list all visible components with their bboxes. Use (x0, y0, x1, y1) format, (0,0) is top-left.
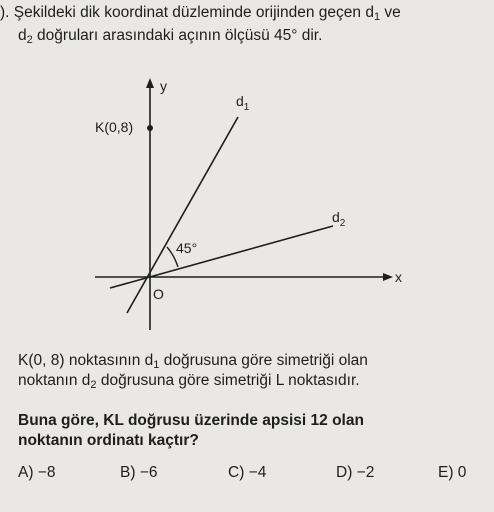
line-d2 (110, 226, 333, 288)
option-d[interactable]: D) −2 (336, 464, 375, 481)
y-axis-label: y (160, 78, 167, 94)
option-c[interactable]: C) −4 (228, 464, 267, 481)
problem-line-1-end: ve (380, 4, 401, 21)
question-line-2: noktanın ordinatı kaçtır? (18, 432, 199, 449)
option-e[interactable]: E) 0 (438, 464, 467, 481)
statement-line-2 (18, 372, 360, 391)
statement-line-2-end: doğrusuna göre simetriği L noktasıdır. (96, 372, 360, 389)
point-k-label: K(0,8) (95, 119, 134, 135)
point-k (147, 125, 153, 131)
line-d1 (127, 117, 238, 313)
statement-line-1 (18, 352, 368, 371)
angle-value: 45° (176, 240, 198, 256)
x-axis-arrow (383, 273, 393, 281)
statement-line-2-subscript: 2 (90, 379, 97, 391)
d2-subscript: 2 (339, 218, 346, 229)
angle-label (176, 240, 197, 256)
option-a[interactable]: A) −8 (18, 464, 56, 481)
problem-line-2-text: doğruları arasındaki açının ölçüsü 45° dir. (32, 27, 323, 44)
statement-line-1-text: K(0, 8) noktasının d (18, 352, 154, 369)
option-b[interactable]: B) −6 (120, 464, 158, 481)
d1-subscript: 1 (243, 102, 250, 113)
d2-label (332, 209, 346, 229)
problem-line-1-text: Şekildeki dik koordinat düzleminde orijinden geçen d (13, 4, 374, 21)
problem-line-2-subscript: 2 (26, 34, 33, 46)
y-axis-arrow (146, 78, 154, 88)
d1-label (236, 93, 250, 113)
x-axis-label: x (395, 269, 402, 285)
problem-line-1-subscript: 1 (373, 11, 381, 23)
d1-letter: d (236, 93, 244, 109)
problem-line-2-d: d (18, 27, 27, 44)
d2-letter: d (332, 209, 340, 225)
answer-options (0, 464, 494, 486)
statement-line-1-end: doğrusuna göre simetriği olan (159, 352, 368, 369)
origin-label: O (153, 286, 164, 302)
question-line-1: Buna göre, KL doğrusu üzerinde apsisi 12 olan (18, 412, 364, 429)
statement-line-2-text: noktanın d (18, 372, 91, 389)
problem-number: ). (0, 4, 14, 21)
statement-line-1-subscript: 1 (153, 359, 160, 371)
